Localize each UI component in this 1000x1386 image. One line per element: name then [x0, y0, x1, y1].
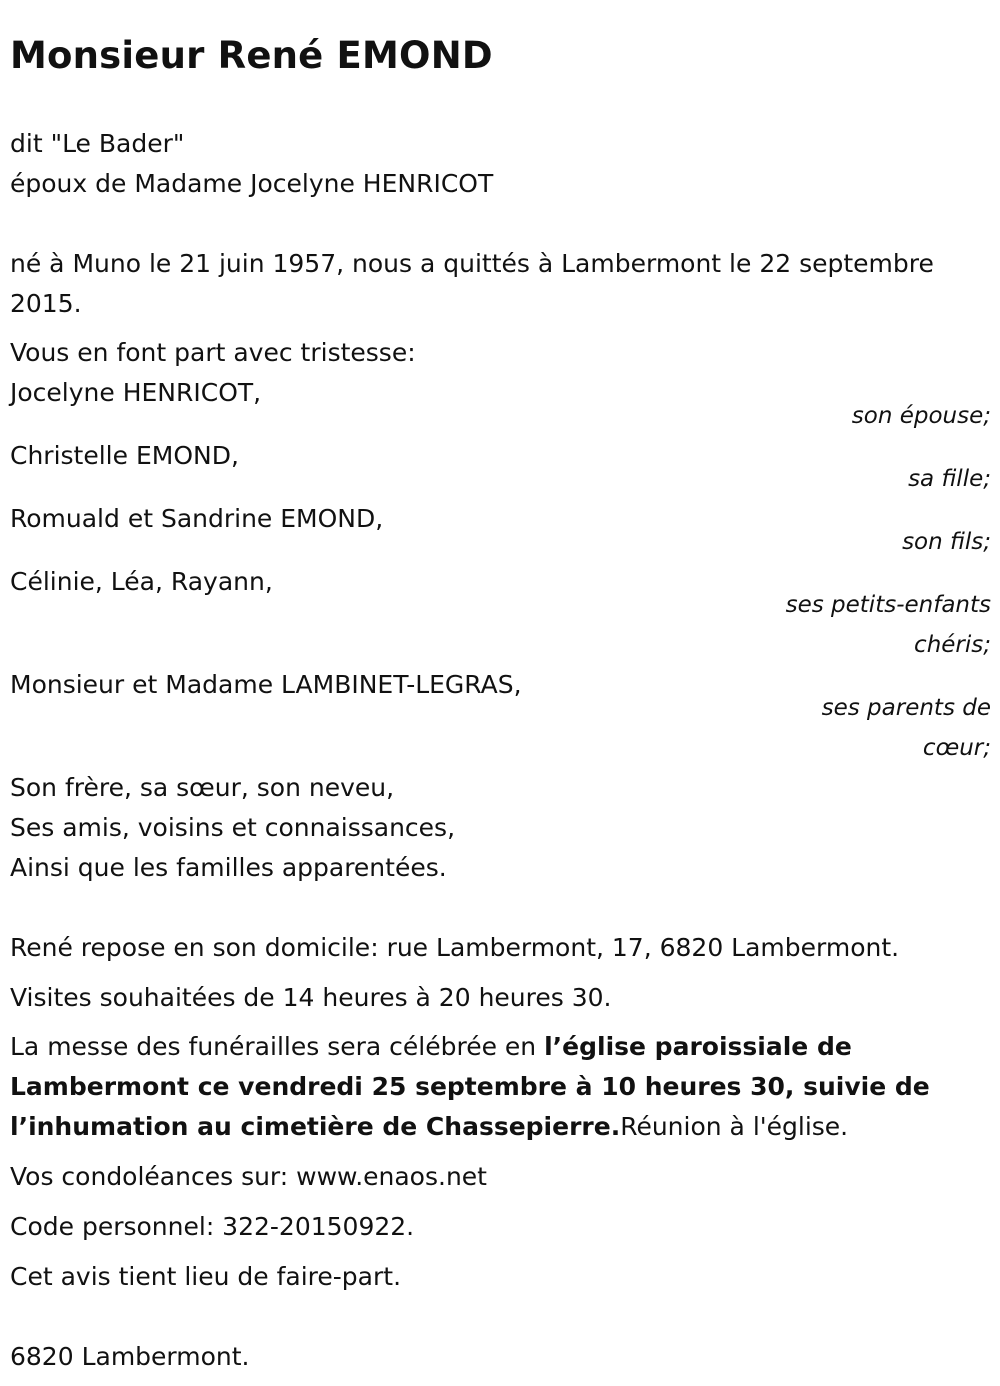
family-member-relation: son épouse; [851, 403, 991, 429]
condolences-info: Vos condoléances sur: www.enaos.net [10, 1162, 487, 1191]
spouse-line: époux de Madame Jocelyne HENRICOT [10, 169, 494, 198]
others-line: Ainsi que les familles apparentées. [10, 853, 447, 882]
others-line: Ses amis, voisins et connaissances, [10, 813, 456, 842]
family-member-relation: sa fille; [908, 466, 991, 492]
location-footer: 6820 Lambermont. [10, 1342, 250, 1371]
personal-code: Code personnel: 322-20150922. [10, 1212, 415, 1241]
nickname: dit "Le Bader" [10, 129, 185, 158]
family-member-relation: son fils; [902, 529, 991, 555]
others-line: Son frère, sa sœur, son neveu, [10, 773, 395, 802]
family-member-name: Célinie, Léa, Rayann, [10, 567, 273, 596]
family-member-relation: cœur; [922, 735, 991, 761]
mass-end: Réunion à l'église. [620, 1112, 849, 1141]
family-member-name: Jocelyne HENRICOT, [10, 378, 262, 407]
family-member-name: Romuald et Sandrine EMOND, [10, 504, 384, 533]
visits-info: Visites souhaitées de 14 heures à 20 heures 30. [10, 983, 612, 1012]
mass-info [10, 1027, 985, 1147]
family-member-name: Monsieur et Madame LAMBINET-LEGRAS, [10, 670, 522, 699]
announce-intro: Vous en font part avec tristesse: [10, 338, 416, 367]
notice-text: Cet avis tient lieu de faire-part. [10, 1262, 402, 1291]
birth-death-text: né à Muno le 21 juin 1957, nous a quittés à Lambermont le 22 septembre 2015. [10, 249, 934, 318]
family-member-relation: ses petits-enfants [785, 592, 991, 618]
mass-details: l’église paroissiale de Lambermont ce vendredi 25 septembre à 10 heures 30, suivie de l’inhumation au cimetière de Chassepierre. [10, 1032, 930, 1141]
family-member-relation: chéris; [914, 632, 991, 658]
family-member-name: Christelle EMOND, [10, 441, 239, 470]
family-member-relation: ses parents de [821, 695, 991, 721]
page-title: Monsieur René EMOND [10, 34, 493, 77]
rest-location: René repose en son domicile: rue Lambermont, 17, 6820 Lambermont. [10, 933, 900, 962]
mass-intro: La messe des funérailles sera célébrée en [10, 1032, 545, 1061]
